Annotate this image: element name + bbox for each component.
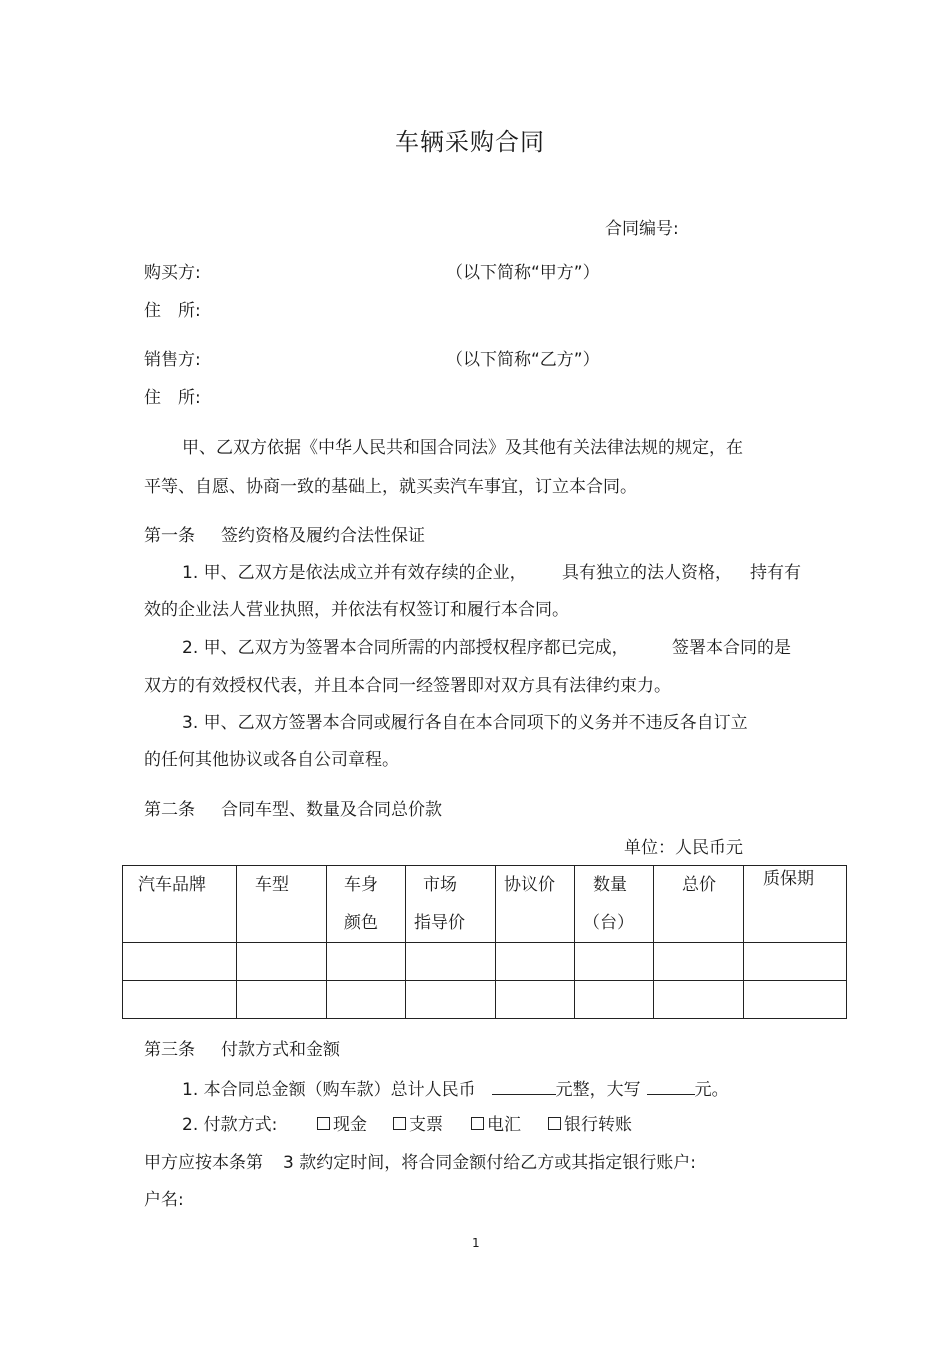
header-model: 车型 [255,875,289,895]
table-cell[interactable] [654,943,744,981]
header-cell-warranty [744,866,847,943]
article-3-number: 第三条 [144,1040,195,1060]
buyer-abbreviation: （以下简称“甲方”） [446,263,600,283]
table-cell[interactable] [406,981,496,1019]
payment-method-label: 2. 付款方式: [182,1115,278,1135]
payment-option-cash[interactable] [317,1115,367,1135]
article-1-clause-1-part-d: 效的企业法人营业执照，并依法有权签订和履行本合同。 [144,600,569,620]
seller-address-label: 住 所: [144,388,201,408]
total-amount-label: 1. 本合同总金额（购车款）总计人民币 [182,1080,476,1100]
buyer-address-label: 住 所: [144,301,201,321]
article-1-clause-3-part-b: 的任何其他协议或各自公司章程。 [144,750,399,770]
payment-instruction-part-a: 甲方应按本条第 [144,1153,263,1173]
cash-checkbox[interactable] [317,1117,330,1130]
table-cell[interactable] [575,943,654,981]
header-color-line-2: 颜色 [344,913,378,933]
article-1-clause-1-part-b: 具有独立的法人资格， [562,563,732,583]
article-1-clause-2-part-b: 签署本合同的是 [672,638,791,658]
amount-end-text: 元。 [694,1080,729,1100]
header-cell-agreed-price [496,866,575,943]
table-cell[interactable] [327,943,406,981]
contract-number-label: 合同编号: [605,219,679,239]
document-title: 车辆采购合同 [395,128,545,156]
cash-label: 现金 [333,1115,367,1135]
seller-abbreviation: （以下简称“乙方”） [446,350,600,370]
page-number: 1 [472,1236,480,1250]
header-cell-total [654,866,744,943]
table-cell[interactable] [744,981,847,1019]
header-cell-brand [123,866,237,943]
payment-option-bank-transfer[interactable] [548,1115,632,1135]
header-brand: 汽车品牌 [138,875,206,895]
intro-line-1: 甲、乙双方依据《中华人民共和国合同法》及其他有关法律法规的规定，在 [182,438,743,458]
table-cell[interactable] [327,981,406,1019]
payment-option-wire[interactable] [471,1115,521,1135]
table-cell[interactable] [406,943,496,981]
vehicle-table [122,865,847,1019]
table-cell[interactable] [575,981,654,1019]
article-1-clause-1-part-c: 持有有 [750,563,801,583]
intro-line-2: 平等、自愿、协商一致的基础上，就买卖汽车事宜，订立本合同。 [144,477,637,497]
table-cell[interactable] [237,981,327,1019]
table-cell[interactable] [654,981,744,1019]
check-label: 支票 [409,1115,443,1135]
header-agreed-price: 协议价 [504,875,555,895]
table-cell[interactable] [123,981,237,1019]
header-msrp-line-2: 指导价 [414,913,465,933]
amount-number-blank[interactable] [492,1078,556,1095]
header-total: 总价 [682,875,716,895]
payment-instruction-part-b: 3 款约定时间，将合同金额付给乙方或其指定银行账户: [283,1153,696,1173]
article-1-clause-1-part-a: 1. 甲、乙双方是依法成立并有效存续的企业， [182,563,527,583]
article-2-number: 第二条 [144,800,195,820]
table-cell[interactable] [496,943,575,981]
header-cell-msrp [406,866,496,943]
header-cell-quantity [575,866,654,943]
article-1-title: 签约资格及履约合法性保证 [221,526,425,546]
bank-transfer-label: 银行转账 [564,1115,632,1135]
header-warranty: 质保期 [763,869,814,889]
payment-option-check[interactable] [393,1115,443,1135]
header-color-line-1: 车身 [344,875,378,895]
header-cell-color [327,866,406,943]
table-cell[interactable] [237,943,327,981]
amount-words-blank[interactable] [647,1078,695,1095]
table-cell[interactable] [744,943,847,981]
table-row [123,981,847,1019]
table-cell[interactable] [123,943,237,981]
amount-unit-text: 元整，大写 [555,1080,641,1100]
table-header-row [123,866,847,943]
table-row [123,943,847,981]
header-msrp-line-1: 市场 [423,875,457,895]
currency-unit: 单位：人民币元 [624,838,743,858]
wire-checkbox[interactable] [471,1117,484,1130]
article-1-clause-3-part-a: 3. 甲、乙双方签署本合同或履行各自在本合同项下的义务并不违反各自订立 [182,713,748,733]
article-2-title: 合同车型、数量及合同总价款 [221,800,442,820]
article-3-clause-1 [182,1078,729,1100]
wire-label: 电汇 [487,1115,521,1135]
seller-label: 销售方: [144,350,201,370]
bank-transfer-checkbox[interactable] [548,1117,561,1130]
header-quantity-line-2: （台） [583,913,634,933]
check-checkbox[interactable] [393,1117,406,1130]
header-cell-model [237,866,327,943]
table-cell[interactable] [496,981,575,1019]
article-1-clause-2-part-a: 2. 甲、乙双方为签署本合同所需的内部授权程序都已完成， [182,638,629,658]
header-quantity-line-1: 数量 [593,875,627,895]
article-1-number: 第一条 [144,526,195,546]
buyer-label: 购买方: [144,263,201,283]
article-3-title: 付款方式和金额 [221,1040,340,1060]
article-1-clause-2-part-c: 双方的有效授权代表，并且本合同一经签署即对双方具有法律约束力。 [144,676,671,696]
account-name-label: 户名: [144,1190,184,1210]
